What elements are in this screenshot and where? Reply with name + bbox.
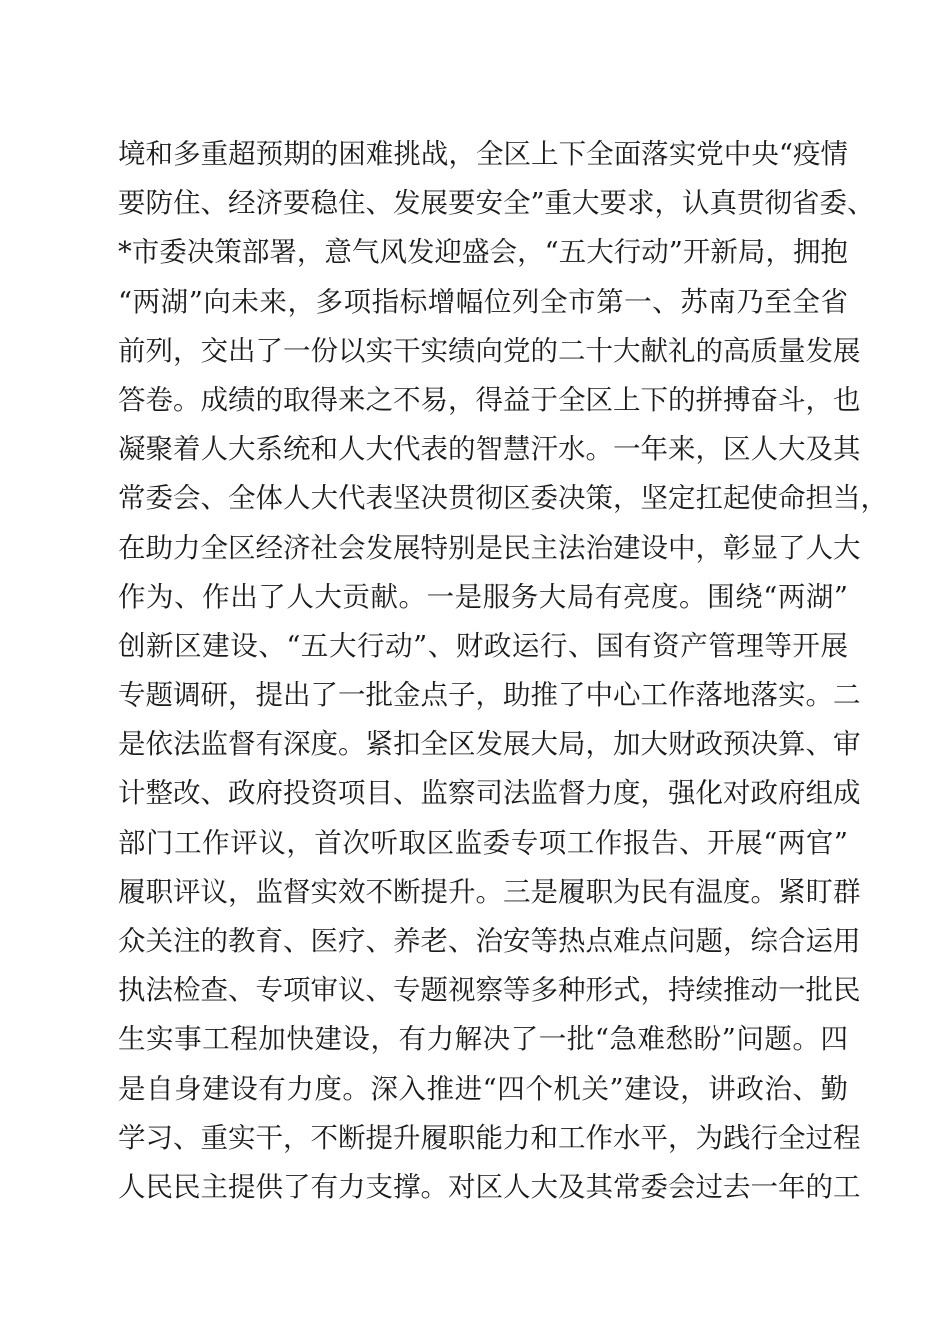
text-line: 人民民主提供了有力支撑。对区人大及其常委会过去一年的工 [118, 1170, 861, 1203]
text-line: 履职评议，监督实效不断提升。三是履职为民有温度。紧盯群 [118, 875, 861, 908]
text-line: 答卷。成绩的取得来之不易，得益于全区上下的拼搏奋斗，也 [118, 383, 861, 416]
text-line: 执法检查、专项审议、专题视察等多种形式，持续推动一批民 [118, 974, 861, 1007]
text-line: 在助力全区经济社会发展特别是民主法治建设中，彰显了人大 [118, 531, 861, 564]
body-text [118, 130, 888, 1212]
text-line: 作为、作出了人大贡献。一是服务大局有亮度。围绕“两湖” [118, 580, 848, 613]
text-line: *市委决策部署，意气风发迎盛会，“五大行动”开新局，拥抱 [118, 236, 848, 269]
text-line: 是依法监督有深度。紧扣全区发展大局，加大财政预决算、审 [118, 728, 861, 761]
text-line: 创新区建设、“五大行动”、财政运行、国有资产管理等开展 [118, 629, 848, 662]
text-line: 学习、重实干，不断提升履职能力和工作水平，为践行全过程 [118, 1121, 861, 1154]
text-line: 常委会、全体人大代表坚决贯彻区委决策，坚定扛起使命担当， [118, 482, 888, 515]
text-line: 专题调研，提出了一批金点子，助推了中心工作落地落实。二 [118, 679, 861, 712]
text-line: 计整改、政府投资项目、监察司法监督力度，强化对政府组成 [118, 777, 861, 810]
text-line: 凝聚着人大系统和人大代表的智慧汗水。一年来，区人大及其 [118, 433, 861, 466]
text-line: 前列，交出了一份以实干实绩向党的二十大献礼的高质量发展 [118, 334, 861, 367]
text-line: “两湖”向未来，多项指标增幅位列全市第一、苏南乃至全省 [118, 285, 848, 318]
text-line: 要防住、经济要稳住、发展要安全”重大要求，认真贯彻省委、 [118, 187, 875, 220]
text-line: 境和多重超预期的困难挑战，全区上下全面落实党中央“疫情 [118, 138, 848, 170]
text-line: 众关注的教育、医疗、养老、治安等热点难点问题，综合运用 [118, 925, 861, 957]
text-line: 是自身建设有力度。深入推进“四个机关”建设，讲政治、勤 [118, 1072, 848, 1105]
text-line: 部门工作评议，首次听取区监委专项工作报告、开展“两官” [118, 826, 848, 859]
text-line: 生实事工程加快建设，有力解决了一批“急难愁盼”问题。四 [118, 1023, 848, 1056]
